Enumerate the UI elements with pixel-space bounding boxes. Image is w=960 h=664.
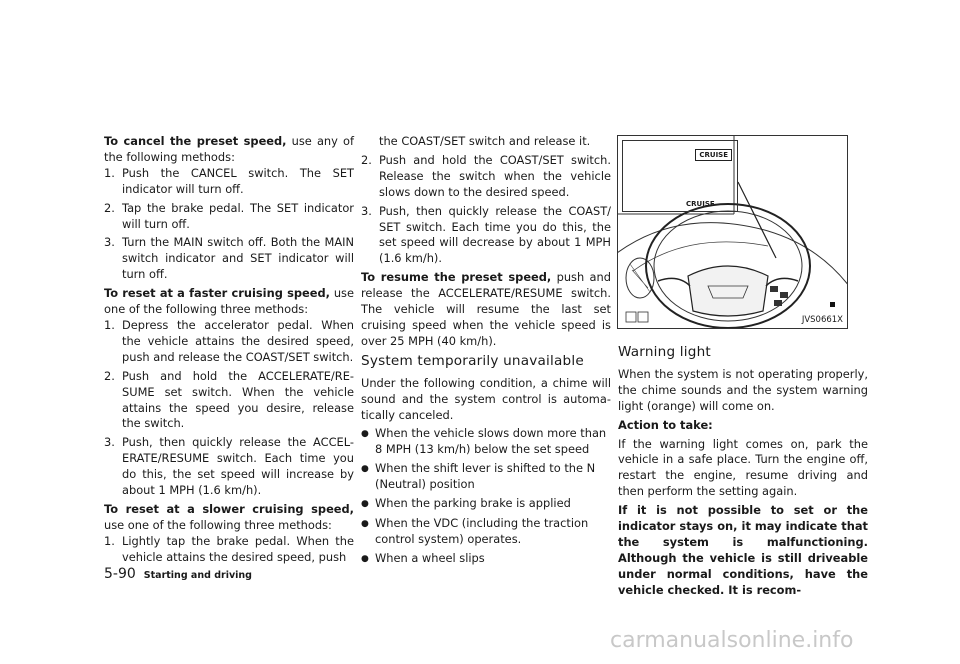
item-text: Push and hold the ACCELERATE/RE-SUME set switch. When the vehicle attains the speed you desire, release the switch. xyxy=(122,368,354,431)
item-text: Depress the accelerator pedal. When the vehicle attains the desired speed, push and release the COAST/SET switch. xyxy=(122,317,354,364)
list-item xyxy=(104,369,354,433)
item-number: 3. xyxy=(104,435,115,450)
bullet-item xyxy=(361,461,611,493)
slower-rest: use one of the following three methods: xyxy=(104,517,332,532)
bullet-item xyxy=(361,551,611,568)
faster-rest: use one of the following three methods: xyxy=(104,286,354,317)
bullet-text: When a wheel slips xyxy=(375,550,485,565)
slower-paragraph xyxy=(104,502,354,534)
list-item xyxy=(104,534,354,566)
item-number: 1. xyxy=(104,533,115,548)
bullet-item xyxy=(361,516,611,548)
item-text: Tap the brake pedal. The SET indicator will turn off. xyxy=(122,200,354,231)
cruise-indicator-icon: CRUISE xyxy=(695,149,732,161)
list-item xyxy=(104,235,354,283)
list-item xyxy=(361,153,611,201)
list-item xyxy=(104,166,354,198)
section-heading-warning: Warning light xyxy=(618,344,711,360)
resume-rest: push and release the ACCELERATE/RESUME switch. The vehicle will resume the last set cruising speed when the vehicle speed is over 25 MPH (40 km/h). xyxy=(361,270,611,348)
cancel-paragraph xyxy=(104,134,354,166)
bullet-icon: ● xyxy=(361,553,369,564)
item-number: 3. xyxy=(361,203,372,218)
resume-paragraph xyxy=(361,270,611,350)
faster-paragraph xyxy=(104,286,354,318)
item-text: Lightly tap the brake pedal. When the vehicle attains the desired speed, push xyxy=(122,533,354,564)
middle-column xyxy=(361,134,611,571)
bullet-icon: ● xyxy=(361,499,369,510)
malfunction-paragraph: If it is not possible to set or the indicator stays on, it may indicate that the system is malfunctioning. Although the vehicle is still driveable under normal conditions, have the vehicle checked. It is recom- xyxy=(618,503,868,597)
item-text: Push the CANCEL switch. The SET indicator will turn off. xyxy=(122,165,354,196)
warning-paragraph: When the system is not operating properly, the chime sounds and the system warning light (orange) will come on. xyxy=(618,366,868,413)
indicator-inset xyxy=(622,140,738,212)
item-number: 2. xyxy=(361,152,372,167)
unavailable-intro: Under the following condition, a chime will sound and the system control is automa-tically canceled. xyxy=(361,375,611,422)
list-item xyxy=(361,204,611,268)
list-item-continuation xyxy=(361,134,611,150)
list-item xyxy=(104,201,354,233)
resume-lead: To resume the preset speed, xyxy=(361,270,552,285)
page-footer xyxy=(104,566,252,582)
bullet-text: When the vehicle slows down more than 8 MPH (13 km/h) below the set speed xyxy=(375,426,607,457)
bullet-text: When the VDC (including the traction control system) operates. xyxy=(375,515,589,546)
item-text: Turn the MAIN switch off. Both the MAIN switch indicator and SET indicator will turn off. xyxy=(122,235,354,282)
page-number: 5-90 xyxy=(104,566,136,582)
watermark: carmanualsonline.info xyxy=(610,628,854,653)
figure-code: JVS0661X xyxy=(801,315,843,325)
cruise-label: CRUISE xyxy=(686,200,715,208)
cancel-lead: To cancel the preset speed, xyxy=(104,134,287,148)
item-number: 2. xyxy=(104,200,115,215)
list-item xyxy=(104,435,354,499)
section-name: Starting and driving xyxy=(143,570,252,581)
item-number: 3. xyxy=(104,235,115,250)
item-number: 1. xyxy=(104,317,115,332)
action-paragraph: If the warning light comes on, park the vehicle in a safe place. Turn the engine off, restart the engine, resume driving and then perform the setting again. xyxy=(618,436,868,499)
slower-lead: To reset at a slower cruising speed, xyxy=(104,501,354,516)
bullet-text: When the shift lever is shifted to the N (Neutral) position xyxy=(375,461,596,492)
cancel-rest: use any of the following methods: xyxy=(104,134,354,164)
bullet-item xyxy=(361,496,611,513)
left-column xyxy=(104,134,354,569)
steering-wheel-figure xyxy=(617,135,848,329)
item-text: Push and hold the COAST/SET switch. Release the switch when the vehicle slows down to the desired speed. xyxy=(379,152,611,199)
bullet-icon: ● xyxy=(361,464,369,475)
bullet-text: When the parking brake is applied xyxy=(375,496,571,511)
right-column xyxy=(618,341,868,599)
bullet-icon: ● xyxy=(361,518,369,529)
section-heading-unavailable: System temporarily unavailable xyxy=(361,352,584,369)
item-text: Push, then quickly release the COAST/ SET switch. Each time you do this, the set speed will decrease by about 1 MPH (1.6 km/h). xyxy=(379,203,611,266)
bullet-icon: ● xyxy=(361,429,369,440)
item-number: 1. xyxy=(104,165,115,180)
item-number-blank xyxy=(361,134,379,150)
item-number: 2. xyxy=(104,368,115,383)
item-text: the COAST/SET switch and release it. xyxy=(379,134,591,148)
action-label: Action to take: xyxy=(618,417,713,432)
faster-lead: To reset at a faster cruising speed, xyxy=(104,286,330,301)
bullet-item xyxy=(361,426,611,458)
item-text: Push, then quickly release the ACCEL-ERATE/RESUME switch. Each time you do this, the set speed will increase by about 1 MPH (1.6 km/h). xyxy=(122,435,354,498)
list-item xyxy=(104,318,354,366)
